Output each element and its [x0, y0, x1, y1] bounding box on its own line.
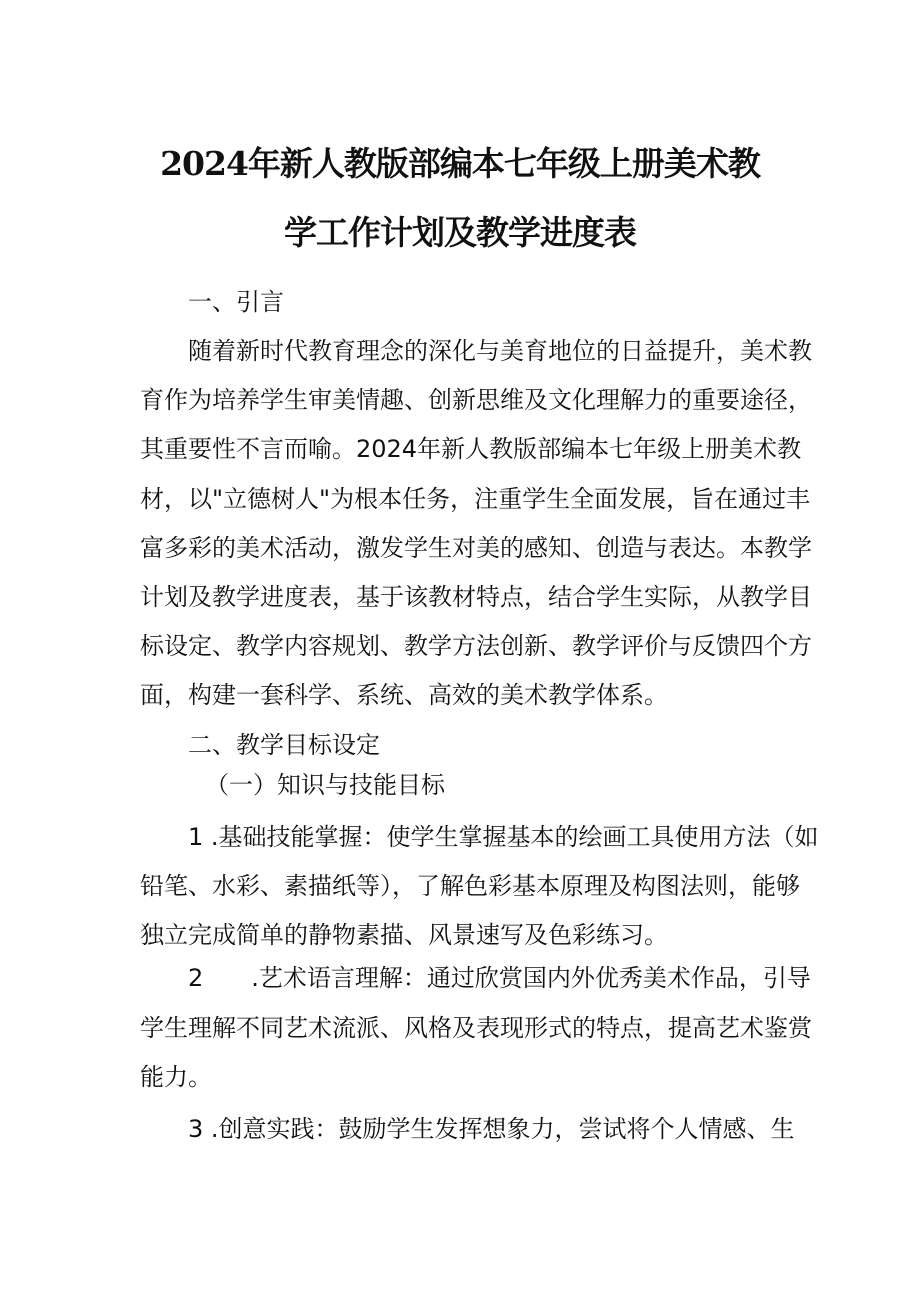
subsection-heading-knowledge-skills: （一）知识与技能目标	[205, 771, 445, 799]
paragraph-line: 计划及教学进度表，基于该教材特点，结合学生实际，从教学目	[140, 583, 812, 611]
paragraph-line: 其重要性不言而喻。2024年新人教版部编本七年级上册美术教	[140, 435, 802, 463]
list-item-line: 独立完成简单的静物素描、风景速写及色彩练习。	[140, 921, 668, 949]
paragraph-line: 材，以"立德树人"为根本任务，注重学生全面发展，旨在通过丰	[140, 485, 811, 513]
document-title-line-2: 学工作计划及教学进度表	[284, 213, 636, 252]
paragraph-line: 育作为培养学生审美情趣、创新思维及文化理解力的重要途径，	[140, 386, 812, 414]
paragraph-line: 面，构建一套科学、系统、高效的美术教学体系。	[140, 681, 668, 709]
list-item-line: 能力。	[140, 1063, 212, 1091]
list-item-line: 学生理解不同艺术流派、风格及表现形式的特点，提高艺术鉴赏	[140, 1014, 812, 1042]
paragraph-line: 标设定、教学内容规划、教学方法创新、教学评价与反馈四个方	[140, 632, 812, 660]
list-item-line: 3 .创意实践：鼓励学生发挥想象力，尝试将个人情感、生	[188, 1115, 795, 1143]
list-item-line: 1 .基础技能掌握：使学生掌握基本的绘画工具使用方法（如	[188, 823, 819, 851]
document-title-line-1: 2024年新人教版部编本七年级上册美术教	[160, 144, 760, 183]
paragraph-line: 富多彩的美术活动，激发学生对美的感知、创造与表达。本教学	[140, 534, 812, 562]
paragraph-line: 随着新时代教育理念的深化与美育地位的日益提升，美术教	[188, 337, 812, 365]
section-heading-objectives: 二、教学目标设定	[188, 731, 380, 759]
section-heading-introduction: 一、引言	[188, 288, 284, 316]
list-item-line: 2 .艺术语言理解：通过欣赏国内外优秀美术作品，引导	[188, 964, 811, 992]
list-item-line: 铅笔、水彩、素描纸等），了解色彩基本原理及构图法则，能够	[140, 872, 800, 900]
